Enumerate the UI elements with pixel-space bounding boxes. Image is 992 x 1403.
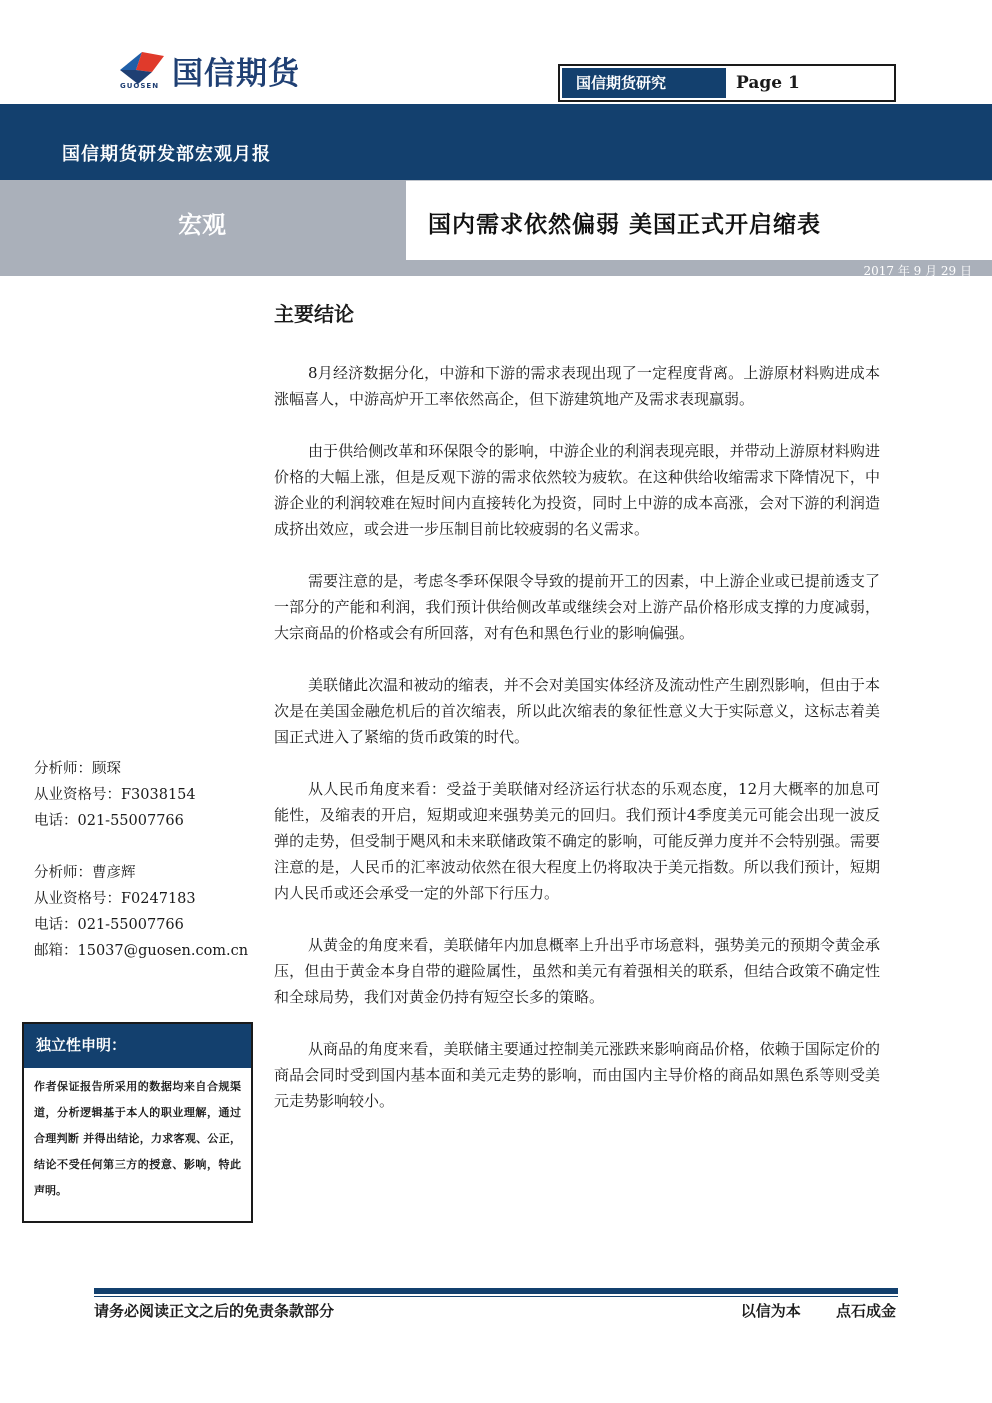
analyst-name: 分析师：曹彦辉 xyxy=(34,865,136,881)
footer-rule-thin xyxy=(94,1296,898,1297)
analyst-name: 分析师：顾琛 xyxy=(34,761,121,777)
body-text xyxy=(274,360,880,1140)
brand-sub: GUOSEN xyxy=(120,82,160,90)
analyst-phone: 电话：021-55007766 xyxy=(34,917,184,933)
page-number: Page 1 xyxy=(736,73,800,93)
header-label: 国信期货研究 xyxy=(562,68,726,98)
report-title: 国内需求依然偏弱 美国正式开启缩表 xyxy=(428,212,822,238)
disclaimer-note: 请务必阅读正文之后的免责条款部分 xyxy=(94,1302,335,1320)
paragraph: 由于供给侧改革和环保限令的影响，中游企业的利润表现亮眼，并带动上游原材料购进价格的大幅上涨，但是反观下游的需求依然较为疲软。在这种供给收缩需求下降情况下，中游企业的利润较难在短时间内直接转化为投资，同时上中游的成本高涨，会对下游的利润造成挤出效应，或会进一步压制目前比较疲弱的名义需求。 xyxy=(274,442,880,538)
brand-logo xyxy=(116,46,356,92)
paragraph: 从商品的角度来看，美联储主要通过控制美元涨跌来影响商品价格，依赖于国际定价的商品会同时受到国内基本面和美元走势的影响，而由国内主导价格的商品如黑色系等则受美元走势影响较小。 xyxy=(274,1040,880,1110)
analyst-license: 从业资格号：F3038154 xyxy=(34,787,196,803)
statement-title: 独立性申明： xyxy=(24,1024,251,1068)
paragraph: 美联储此次温和被动的缩表，并不会对美国实体经济及流动性产生剧烈影响，但由于本次是在美国金融危机后的首次缩表，所以此次缩表的象征性意义大于实际意义，这标志着美国正式进入了紧缩的货币政策的时代。 xyxy=(274,676,880,746)
category-label: 宏观 xyxy=(178,211,226,239)
paragraph: 从人民币角度来看：受益于美联储对经济运行状态的乐观态度，12月大概率的加息可能性，及缩表的开启，短期或迎来强势美元的回归。我们预计4季度美元可能会出现一波反弹的走势，但受制于飓风和未来联储政策不确定的影响，可能反弹力度并不会特别强。需要注意的是，人民币的汇率波动依然在很大程度上仍将取决于美元指数。所以我们预计，短期内人民币或还会承受一定的外部下行压力。 xyxy=(274,780,880,902)
analyst-info xyxy=(34,756,248,990)
report-date: 2017 年 9 月 29 日 xyxy=(863,264,972,278)
date-strip xyxy=(0,260,992,276)
analyst-phone: 电话：021-55007766 xyxy=(34,813,184,829)
independence-statement xyxy=(22,1022,253,1223)
analyst-license: 从业资格号：F0247183 xyxy=(34,891,196,907)
paragraph: 从黄金的角度来看，美联储年内加息概率上升出乎市场意料，强势美元的预期令黄金承压，但由于黄金本身自带的避险属性，虽然和美元有着强相关的联系，但结合政策不确定性和全球局势，我们对黄金仍持有短空长多的策略。 xyxy=(274,936,880,1006)
footer-rule xyxy=(94,1288,898,1294)
section-title: 主要结论 xyxy=(274,302,354,326)
analyst-block xyxy=(34,860,248,964)
analyst-block xyxy=(34,756,248,834)
analyst-email: 邮箱：15037@guosen.com.cn xyxy=(34,943,249,959)
header-page-box xyxy=(558,64,896,102)
brand-name: 国信期货 xyxy=(172,56,300,92)
slogan: 以信为本 点石成金 xyxy=(740,1302,896,1320)
paragraph: 8月经济数据分化，中游和下游的需求表现出现了一定程度背离。上游原材料购进成本涨幅喜人，中游高炉开工率依然高企，但下游建筑地产及需求表现羸弱。 xyxy=(274,364,880,408)
paragraph: 需要注意的是，考虑冬季环保限令导致的提前开工的因素，中上游企业或已提前透支了一部分的产能和利润，我们预计供给侧改革或继续会对上游产品价格形成支撑的力度减弱，大宗商品的价格或会有所回落，对有色和黑色行业的影响偏强。 xyxy=(274,572,880,642)
report-series-title: 国信期货研发部宏观月报 xyxy=(62,144,271,165)
statement-text: 作者保证报告所采用的数据均来自合规渠道，分析逻辑基于本人的职业理解，通过合理判断 并得出结论，力求客观、公正，结论不受任何第三方的授意、影响，特此声明。 xyxy=(34,1080,241,1197)
